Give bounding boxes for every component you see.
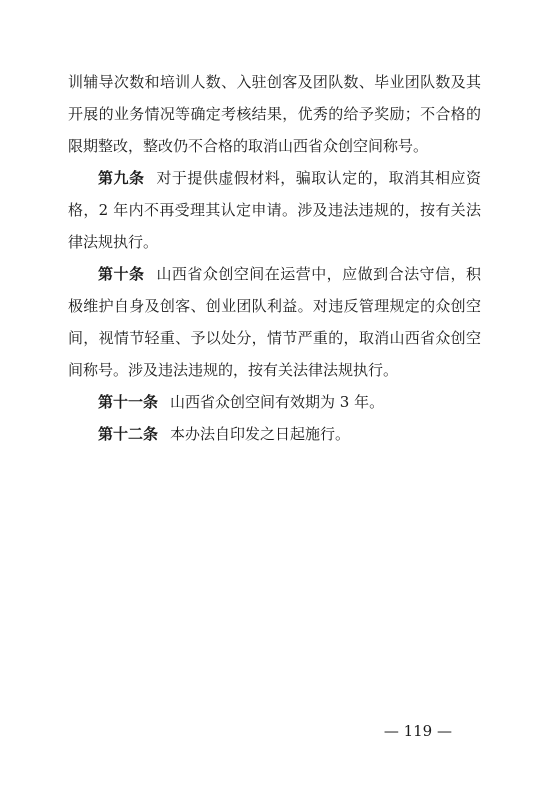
text-line: 极维护自身及创客、创业团队利益。对违反管理规定的众创空	[68, 297, 481, 315]
text-line	[68, 258, 481, 290]
article-text: 山西省众创空间有效期为 3 年。	[170, 393, 385, 411]
article-label: 第九条	[98, 169, 145, 187]
text-line: 间，视情节轻重、予以处分，情节严重的，取消山西省众创空	[68, 329, 481, 347]
article-label: 第十二条	[98, 425, 159, 443]
page-footer	[0, 719, 548, 743]
page-number: — 119 —	[383, 722, 452, 740]
text-line: 限期整改，整改仍不合格的取消山西省众创空间称号。	[68, 137, 429, 155]
article-text: 山西省众创空间在运营中，应做到合法守信，积	[156, 265, 481, 283]
text-line: 律法规执行。	[68, 233, 159, 251]
article-11	[68, 386, 481, 418]
text-line: 间称号。涉及违法违规的，按有关法律法规执行。	[68, 361, 399, 379]
article-text: 对于提供虚假材料，骗取认定的，取消其相应资	[156, 169, 481, 187]
article-label: 第十一条	[98, 393, 159, 411]
text-line	[68, 162, 481, 194]
paragraph-continuation	[68, 66, 481, 162]
text-line	[68, 386, 481, 418]
document-body	[68, 66, 481, 450]
article-text: 本办法自印发之日起施行。	[170, 425, 351, 443]
text-line	[68, 418, 481, 450]
article-9	[68, 162, 481, 258]
article-10	[68, 258, 481, 386]
text-line: 格，2 年内不再受理其认定申请。涉及违法违规的，按有关法	[68, 201, 481, 219]
article-12	[68, 418, 481, 450]
text-line: 训辅导次数和培训人数、入驻创客及团队数、毕业团队数及其	[68, 73, 481, 91]
text-line: 开展的业务情况等确定考核结果，优秀的给予奖励；不合格的	[68, 105, 481, 123]
article-label: 第十条	[98, 265, 145, 283]
